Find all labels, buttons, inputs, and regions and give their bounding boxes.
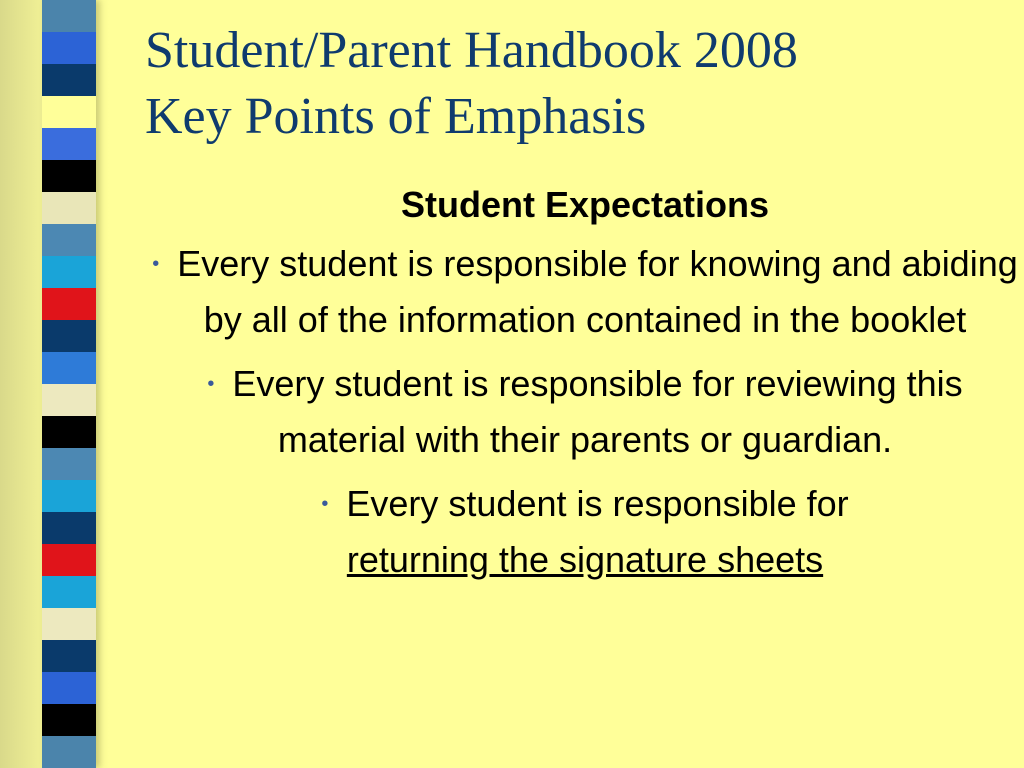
- bullet-text-2: Every student is responsible for reviewing this material with their parents or guardian.: [232, 363, 963, 460]
- bullet-item-1: [150, 236, 1020, 348]
- bullet-icon: •: [152, 253, 160, 275]
- stripe-segment: [42, 416, 96, 448]
- stripe-segment: [42, 448, 96, 480]
- stripe-segment: [42, 480, 96, 512]
- stripe-segment: [42, 608, 96, 640]
- title-line-2: Key Points of Emphasis: [145, 88, 647, 145]
- bullet-item-3: [150, 476, 1020, 588]
- underlined-phrase: returning the signature sheets: [346, 539, 824, 580]
- stripe-segment: [42, 704, 96, 736]
- stripe-segment: [42, 128, 96, 160]
- stripe-segment: [42, 736, 96, 768]
- stripe-segment: [42, 64, 96, 96]
- stripe-segment: [42, 384, 96, 416]
- stripe-segment: [42, 640, 96, 672]
- bullet-text-3: Every student is responsible for: [346, 483, 849, 524]
- stripe-segment: [42, 256, 96, 288]
- section-heading: Student Expectations: [400, 184, 770, 225]
- stripe-segment: [42, 320, 96, 352]
- bullet-icon: •: [207, 373, 215, 395]
- bullet-icon: •: [321, 493, 329, 515]
- title-line-1: Student/Parent Handbook 2008: [145, 22, 798, 79]
- bullet-item-2: [150, 356, 1020, 468]
- slide-body: [150, 180, 1020, 596]
- decorative-stripe-bar: [42, 0, 96, 768]
- stripe-segment: [42, 224, 96, 256]
- stripe-segment: [42, 160, 96, 192]
- stripe-segment: [42, 352, 96, 384]
- stripe-segment: [42, 96, 96, 128]
- stripe-segment: [42, 512, 96, 544]
- slide-title: [145, 18, 1005, 150]
- stripe-segment: [42, 192, 96, 224]
- stripe-segment: [42, 32, 96, 64]
- bullet-text-1: Every student is responsible for knowing and abiding by all of the information contained in the booklet: [177, 243, 1018, 340]
- stripe-segment: [42, 672, 96, 704]
- stripe-segment: [42, 576, 96, 608]
- stripe-segment: [42, 544, 96, 576]
- stripe-segment: [42, 0, 96, 32]
- stripe-segment: [42, 288, 96, 320]
